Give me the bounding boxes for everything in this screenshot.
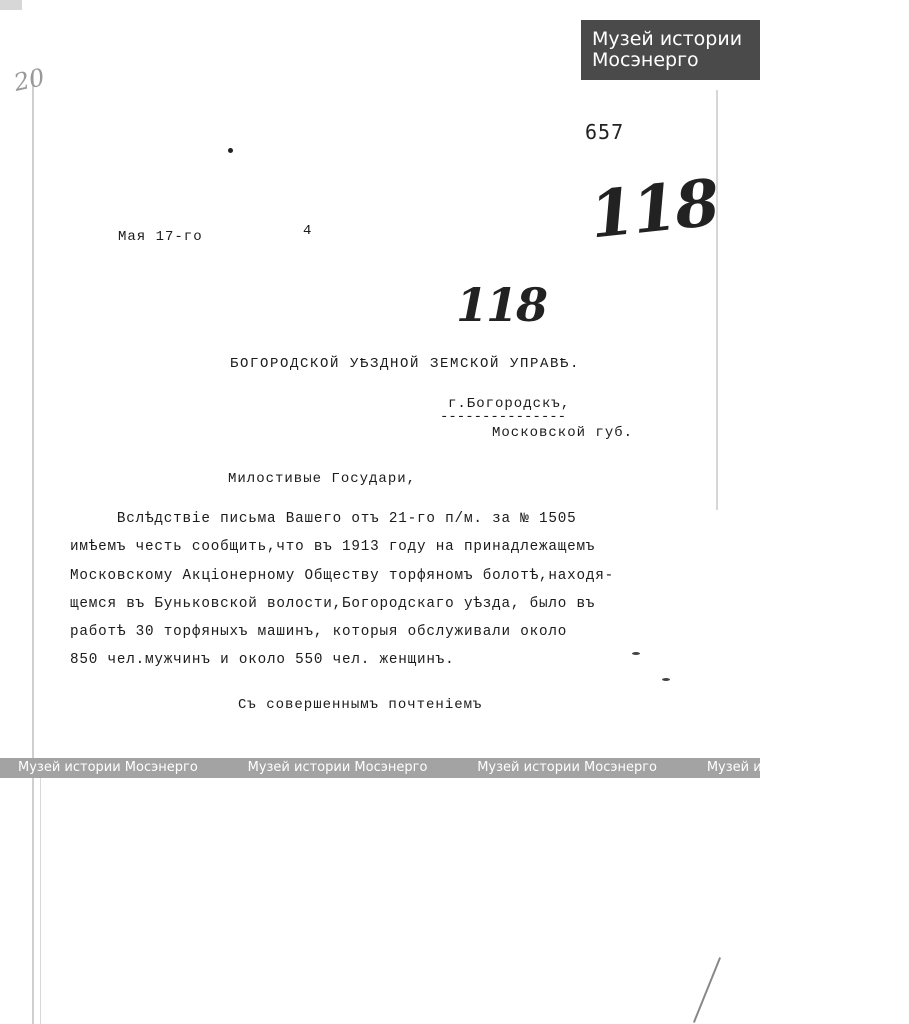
watermark-strip-text: Музей истории Мосэнерго	[247, 760, 428, 775]
watermark-strip	[0, 758, 887, 778]
address-underline: ---------------	[440, 409, 567, 425]
letter-date-extra: 4	[303, 223, 313, 239]
body-line: имѣемъ честь сообщить,что въ 1913 году на принадлежащемъ	[70, 539, 596, 556]
ink-smudge	[662, 678, 670, 681]
body-line: работѣ 30 торфяныхъ машинъ, которыя обслуживали около	[70, 624, 568, 641]
recipient-city: г.Богородскъ,	[448, 396, 571, 412]
body-line: 850 чел.мужчинъ и около 550 чел. женщинъ.	[70, 652, 455, 669]
body-line: щемся въ Буньковской волости,Богородскаго уѣзда, было въ	[70, 595, 596, 612]
folio-number: 118	[586, 165, 722, 254]
recipient-line: БОГОРОДСКОЙ УѢЗДНОЙ ЗЕМСКОЙ УПРАВѢ.	[230, 356, 581, 372]
scan-edge-right	[716, 90, 718, 510]
logo-line-2: Мосэнерго	[592, 49, 699, 71]
folio-number-center: 118	[456, 278, 547, 332]
scan-edge-left-inner	[40, 760, 41, 1024]
recipient-province: Московской губ.	[492, 425, 634, 441]
letter-body	[70, 505, 710, 675]
museum-watermark-logo	[581, 20, 760, 80]
watermark-strip-text: Музей истории Мосэнерго	[706, 760, 887, 775]
watermark-strip-text: Музей истории Мосэнерго	[477, 760, 658, 775]
closing-line: Съ совершеннымъ почтеніемъ	[238, 697, 483, 713]
archive-number: 657	[585, 120, 625, 144]
scan-edge-left	[32, 70, 34, 1024]
scan-corner-mark	[0, 0, 22, 10]
salutation: Милостивые Государи,	[228, 471, 417, 487]
margin-handwritten-number: 20	[11, 63, 48, 97]
letter-date: Мая 17-го	[118, 229, 203, 245]
logo-line-1: Музей истории	[592, 28, 743, 50]
body-line: Московскому Акціонерному Обществу торфяномъ болотѣ,находя-	[70, 567, 615, 584]
ink-smudge	[632, 652, 640, 655]
body-line: Вслѣдствіе письма Вашего отъ 21-го п/м. за № 1505	[70, 511, 577, 527]
scan-scratch	[693, 957, 721, 1023]
watermark-strip-text: Музей истории Мосэнерго	[18, 760, 198, 775]
ink-dot	[228, 148, 233, 153]
